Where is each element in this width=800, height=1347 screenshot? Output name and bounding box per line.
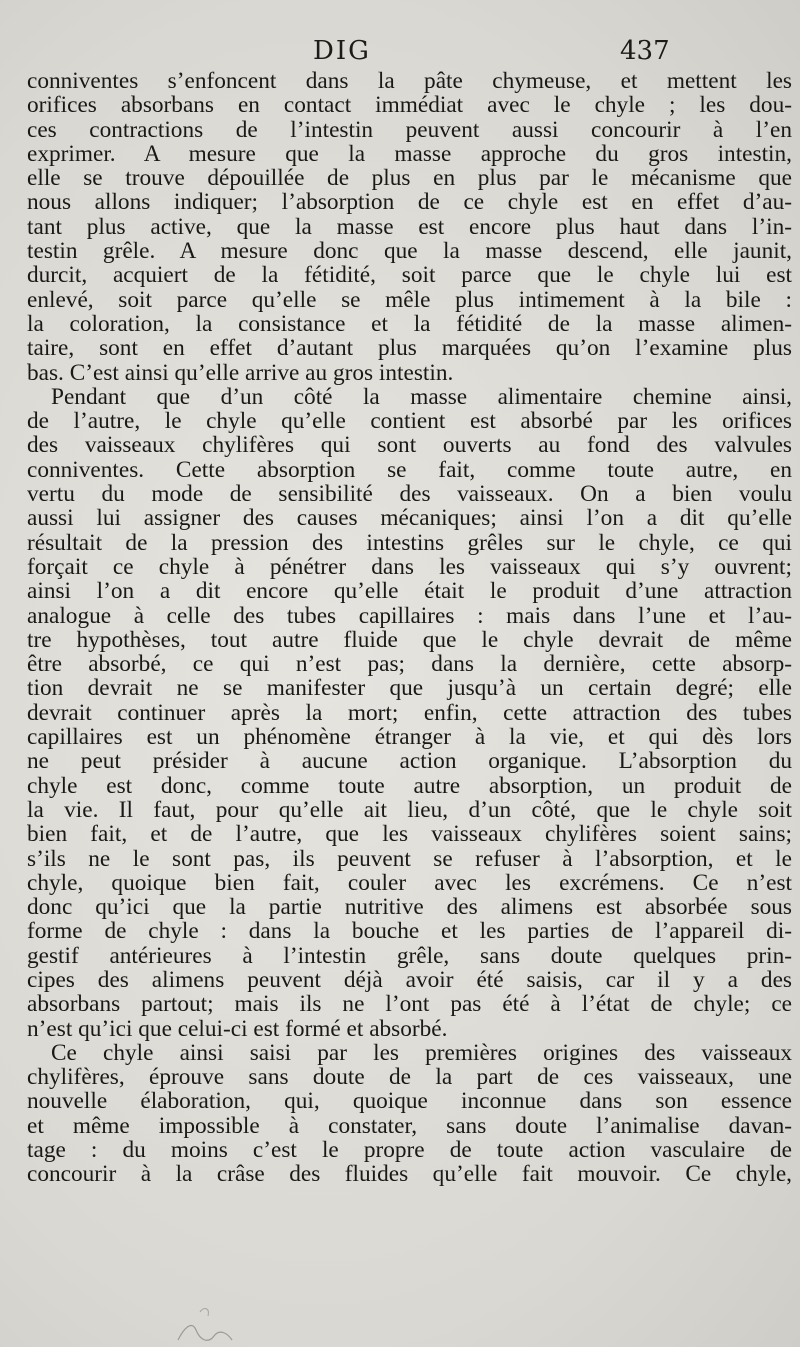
text-line: forme de chyle : dans la bouche et les parties de l’appareil di- bbox=[27, 918, 792, 945]
text-line: aussi lui assigner des causes mécaniques; ainsi l’on a dit qu’elle bbox=[27, 505, 792, 532]
text-line: testin grêle. A mesure donc que la masse descend, elle jaunit, bbox=[27, 238, 792, 265]
running-head: DIG bbox=[313, 36, 371, 66]
text-line: concourir à la crâse des fluides qu’elle fait mouvoir. Ce chyle, bbox=[27, 1161, 792, 1188]
body-text bbox=[27, 69, 792, 1187]
text-line: des vaisseaux chylifères qui sont ouverts au fond des valvules bbox=[27, 432, 792, 459]
text-line: Ce chyle ainsi saisi par les premières origines des vaisseaux bbox=[51, 1039, 792, 1066]
text-line: vertu du mode de sensibilité des vaisseaux. On a bien voulu bbox=[27, 481, 792, 508]
text-line: ne peut présider à aucune action organique. L’absorption du bbox=[27, 748, 792, 775]
text-line: ainsi l’on a dit encore qu’elle était le produit d’une attraction bbox=[27, 578, 792, 605]
text-line: gestif antérieures à l’intestin grêle, sans doute quelques prin- bbox=[27, 942, 792, 969]
text-line: chyle, quoique bien fait, couler avec les excrémens. Ce n’est bbox=[27, 869, 792, 896]
text-line: devrait continuer après la mort; enfin, cette attraction des tubes bbox=[27, 699, 792, 726]
text-line: exprimer. A mesure que la masse approche du gros intestin, bbox=[27, 140, 792, 167]
text-line: durcit, acquiert de la fétidité, soit parce que le chyle lui est bbox=[27, 262, 792, 289]
text-line: nouvelle élaboration, qui, quoique inconnue dans son essence bbox=[27, 1088, 792, 1115]
text-line: analogue à celle des tubes capillaires : mais dans l’une et l’au- bbox=[27, 602, 792, 629]
text-line: absorbans partout; mais ils ne l’ont pas été à l’état de chyle; ce bbox=[27, 991, 792, 1018]
paragraph bbox=[27, 1041, 792, 1187]
text-line: enlevé, soit parce qu’elle se mêle plus intimement à la bile : bbox=[27, 286, 792, 313]
text-line: bien fait, et de l’autre, que les vaisseaux chylifères soient sains; bbox=[27, 821, 792, 848]
text-line: taire, sont en effet d’autant plus marquées qu’on l’examine plus bbox=[27, 335, 792, 362]
text-line: chylifères, éprouve sans doute de la part de ces vaisseaux, une bbox=[27, 1064, 792, 1091]
text-line: cipes des alimens peuvent déjà avoir été saisis, car il y a des bbox=[27, 966, 792, 993]
text-line: tion devrait ne se manifester que jusqu’à un certain degré; elle bbox=[27, 675, 792, 702]
text-line: résultait de la pression des intestins grêles sur le chyle, ce qui bbox=[27, 529, 792, 556]
text-line: ces contractions de l’intestin peuvent aussi concourir à l’en bbox=[27, 116, 792, 143]
text-line: de l’autre, le chyle qu’elle contient est absorbé par les orifices bbox=[27, 408, 792, 435]
text-line: tant plus active, que la masse est encore plus haut dans l’in- bbox=[27, 213, 792, 240]
text-line: tre hypothèses, tout autre fluide que le chyle devrait de même bbox=[27, 626, 792, 653]
text-line: être absorbé, ce qui n’est pas; dans la dernière, cette absorp- bbox=[27, 651, 792, 678]
text-line: elle se trouve dépouillée de plus en plus par le mécanisme que bbox=[27, 165, 792, 192]
text-line: Pendant que d’un côté la masse alimentaire chemine ainsi, bbox=[51, 383, 792, 410]
text-line: s’ils ne le sont pas, ils peuvent se refuser à l’absorption, et le bbox=[27, 845, 792, 872]
text-line: conniventes s’enfoncent dans la pâte chymeuse, et mettent les bbox=[27, 68, 792, 94]
text-line: orifices absorbans en contact immédiat avec le chyle ; les dou- bbox=[27, 92, 792, 119]
text-line: nous allons indiquer; l’absorption de ce chyle est en effet d’au- bbox=[27, 189, 792, 216]
text-line: chyle est donc, comme toute autre absorption, un produit de bbox=[27, 772, 792, 799]
text-line: et même impossible à constater, sans doute l’animalise davan- bbox=[27, 1112, 792, 1139]
text-line: conniventes. Cette absorption se fait, comme toute autre, en bbox=[27, 456, 792, 483]
page-number: 437 bbox=[620, 36, 670, 66]
text-line: forçait ce chyle à pénétrer dans les vaisseaux qui s’y ouvrent; bbox=[27, 553, 792, 580]
text-line: n’est qu’ici que celui-ci est formé et absorbé. bbox=[27, 1015, 448, 1042]
pencil-mark bbox=[170, 1300, 250, 1347]
text-line: la vie. Il faut, pour qu’elle ait lieu, d’un côté, que le chyle soit bbox=[27, 796, 792, 823]
text-line: capillaires est un phénomène étranger à la vie, et qui dès lors bbox=[27, 724, 792, 751]
paragraph bbox=[27, 385, 792, 1041]
text-line: donc qu’ici que la partie nutritive des alimens est absorbée sous bbox=[27, 894, 792, 921]
paragraph bbox=[27, 69, 792, 385]
text-line: la coloration, la consistance et la fétidité de la masse alimen- bbox=[27, 310, 792, 337]
text-line: bas. C’est ainsi qu’elle arrive au gros intestin. bbox=[27, 359, 454, 386]
text-line: tage : du moins c’est le propre de toute action vasculaire de bbox=[27, 1137, 792, 1164]
